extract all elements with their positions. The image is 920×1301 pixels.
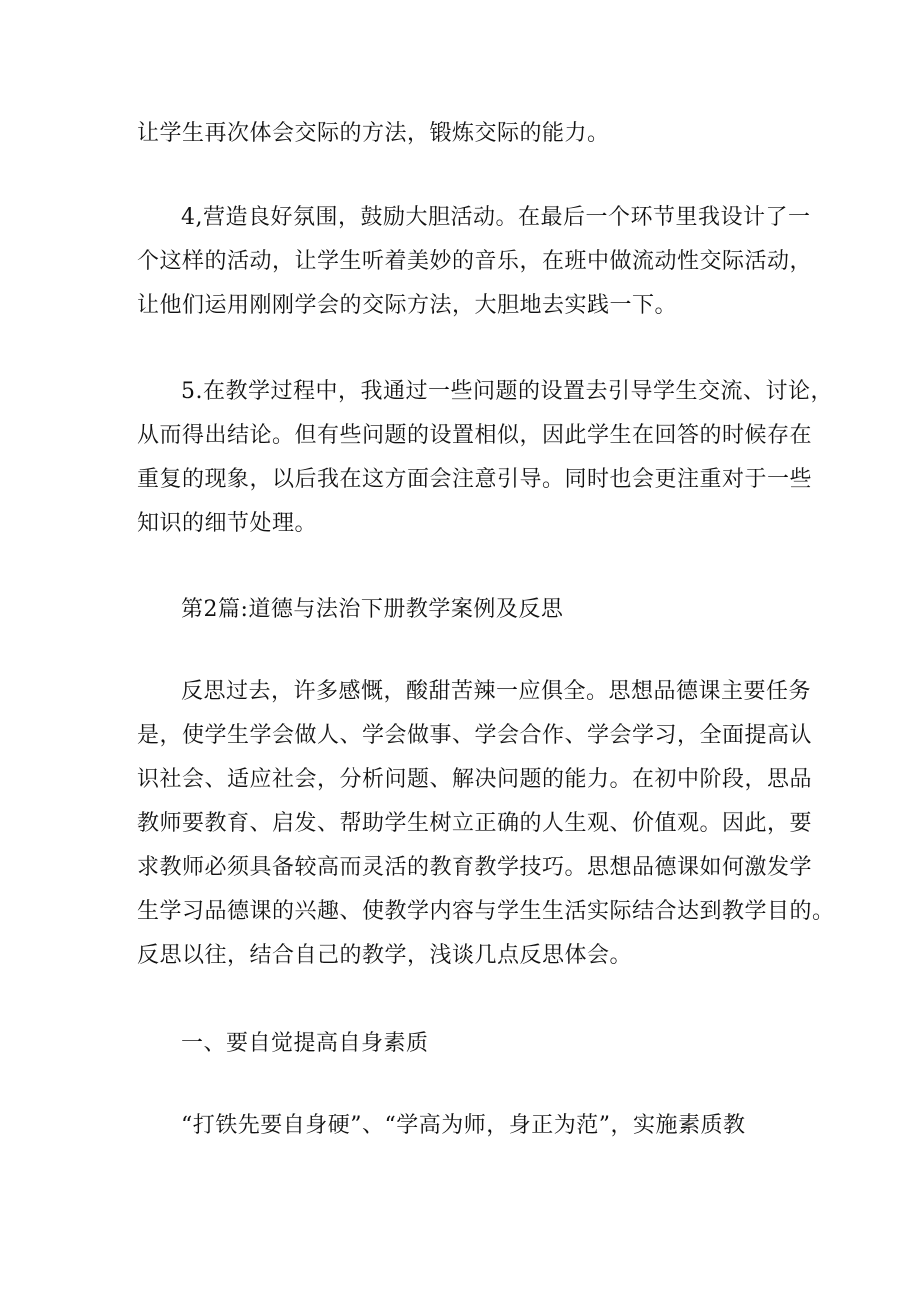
text-line: 求教师必须具备较高而灵活的教育教学技巧。思想品德课如何激发学 xyxy=(137,855,813,880)
text-line: 4,营造良好氛围，鼓励大胆活动。在最后一个环节里我设计了一 xyxy=(181,205,811,230)
text-line: 重复的现象，以后我在这方面会注意引导。同时也会更注重对于一些 xyxy=(137,467,813,492)
paragraph-reflection xyxy=(137,670,835,978)
section-heading-article-2: 第2篇:道德与法治下册教学案例及反思 xyxy=(181,597,564,622)
text-line: 反思以往，结合自己的教学，浅谈几点反思体会。 xyxy=(137,943,633,968)
text-line: 让学生再次体会交际的方法，锻炼交际的能力。 xyxy=(137,121,610,146)
paragraph-quote xyxy=(137,1104,797,1148)
text-line: 反思过去，许多感慨，酸甜苦辣一应俱全。思想品德课主要任务 xyxy=(181,679,812,704)
paragraph-continuation xyxy=(137,112,797,156)
text-line: “打铁先要自身硬”、“学高为师，身正为范”，实施素质教 xyxy=(181,1113,746,1138)
section-heading-one: 一、要自觉提高自身素质 xyxy=(181,1031,429,1056)
text-line: 知识的细节处理。 xyxy=(137,511,318,536)
text-line: 个这样的活动，让学生听着美妙的音乐，在班中做流动性交际活动， xyxy=(137,249,813,274)
text-line: 识社会、适应社会，分析问题、解决问题的能力。在初中阶段，思品 xyxy=(137,767,813,792)
paragraph-item-5 xyxy=(137,370,833,546)
text-line: 生学习品德课的兴趣、使教学内容与学生生活实际结合达到教学目的。 xyxy=(137,899,835,924)
text-line: 5.在教学过程中，我通过一些问题的设置去引导学生交流、讨论， xyxy=(181,379,833,404)
paragraph-item-4 xyxy=(137,196,813,328)
text-line: 让他们运用刚刚学会的交际方法，大胆地去实践一下。 xyxy=(137,293,678,318)
text-line: 教师要教育、启发、帮助学生树立正确的人生观、价值观。因此，要 xyxy=(137,811,813,836)
text-line: 从而得出结论。但有些问题的设置相似，因此学生在回答的时候存在 xyxy=(137,423,813,448)
text-line: 是，使学生学会做人、学会做事、学会合作、学会学习，全面提高认 xyxy=(137,723,813,748)
